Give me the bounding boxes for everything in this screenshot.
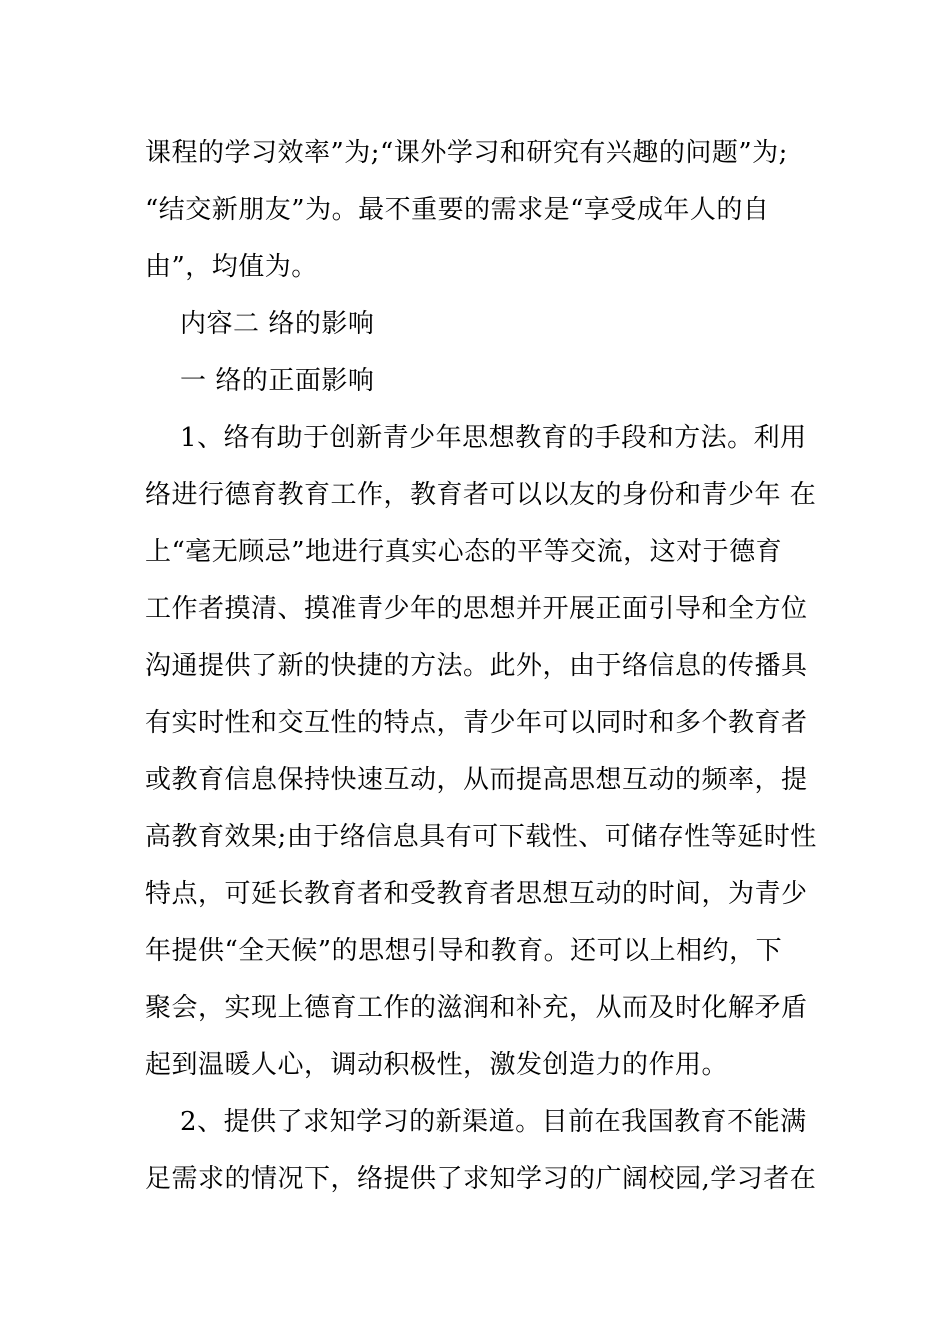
text-line: 沟通提供了新的快捷的方法。此外，由于络信息的传播具	[145, 651, 808, 681]
text-line: 1、络有助于创新青少年思想教育的手段和方法。利用	[145, 423, 807, 453]
text-line: 起到温暖人心，调动积极性，激发创造力的作用。	[145, 1050, 729, 1080]
text-line: 上“毫无顾忌”地进行真实心态的平等交流，这对于德育	[145, 537, 783, 567]
subsection-heading: 一 络的正面影响	[145, 366, 375, 396]
text-line: 高教育效果;由于络信息具有可下载性、可储存性等延时性	[145, 822, 817, 852]
text-line: 年提供“全天候”的思想引导和教育。还可以上相约，下	[145, 936, 783, 966]
text-line: 或教育信息保持快速互动，从而提高思想互动的频率，提	[145, 765, 808, 795]
text-line: 足需求的情况下，络提供了求知学习的广阔校园,学习者在	[145, 1164, 817, 1194]
text-line: 聚会，实现上德育工作的滋润和补充，从而及时化解矛盾	[145, 993, 808, 1023]
text-line: 特点，可延长教育者和受教育者思想互动的时间，为青少	[145, 879, 808, 909]
text-line: 有实时性和交互性的特点，青少年可以同时和多个教育者	[145, 708, 808, 738]
text-line: 工作者摸清、摸准青少年的思想并开展正面引导和全方位	[145, 594, 808, 624]
section-heading: 内容二 络的影响	[145, 309, 375, 339]
text-line: 络进行德育教育工作，教育者可以以友的身份和青少年 在	[145, 480, 817, 510]
text-line: “结交新朋友”为。最不重要的需求是“享受成年人的自	[145, 195, 770, 225]
text-line: 由”，均值为。	[145, 252, 318, 282]
text-line: 课程的学习效率”为;“课外学习和研究有兴趣的问题”为;	[145, 138, 788, 168]
text-line: 2、提供了求知学习的新渠道。目前在我国教育不能满	[145, 1107, 807, 1137]
